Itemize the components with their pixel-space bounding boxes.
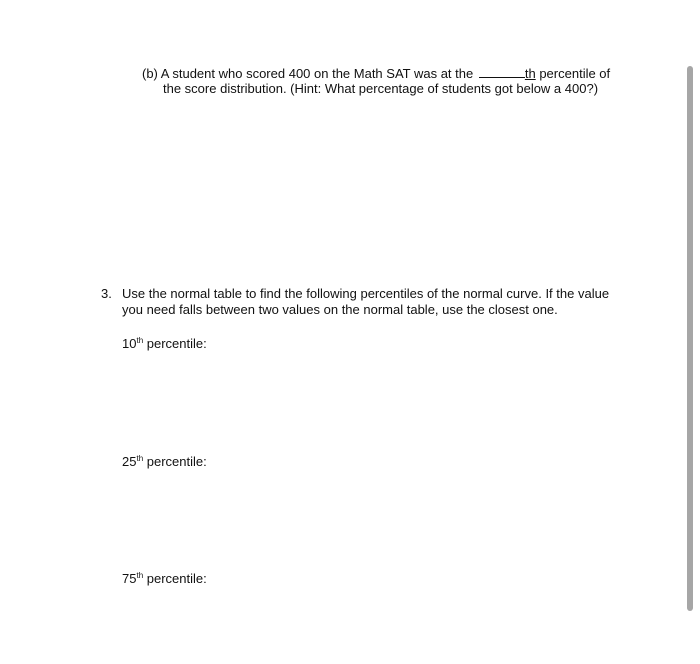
question-3-line-2: you need falls between two values on the normal table, use the closest one. <box>122 302 558 317</box>
part-b-text: A student who scored 400 on the Math SAT was at the <box>160 66 474 81</box>
percentile-label: percentile: <box>146 454 207 469</box>
part-b-line-1 <box>142 65 610 82</box>
percentile-number: 75 <box>122 571 137 586</box>
percentile-number: 10 <box>122 336 137 351</box>
percentile-label: percentile: <box>146 571 207 586</box>
percentile-suffix: th <box>136 571 144 580</box>
question-3-line-1: Use the normal table to find the following percentiles of the normal curve. If the value <box>122 286 610 301</box>
question-3-number: 3. <box>101 286 112 301</box>
percentile-item-10 <box>122 336 207 352</box>
blank-suffix: th <box>524 66 536 81</box>
part-b-line-2: the score distribution. (Hint: What percentage of students got below a 400?) <box>163 81 599 96</box>
percentile-item-75 <box>122 571 207 587</box>
percentile-suffix: th <box>136 336 144 345</box>
part-b-text-after: percentile of <box>539 66 611 81</box>
percentile-label: percentile: <box>146 336 207 351</box>
percentile-number: 25 <box>122 454 137 469</box>
percentile-item-25 <box>122 454 207 470</box>
answer-blank <box>479 65 525 78</box>
vertical-scrollbar[interactable] <box>687 66 693 611</box>
percentile-suffix: th <box>136 454 144 463</box>
part-b-label: (b) <box>142 66 158 81</box>
